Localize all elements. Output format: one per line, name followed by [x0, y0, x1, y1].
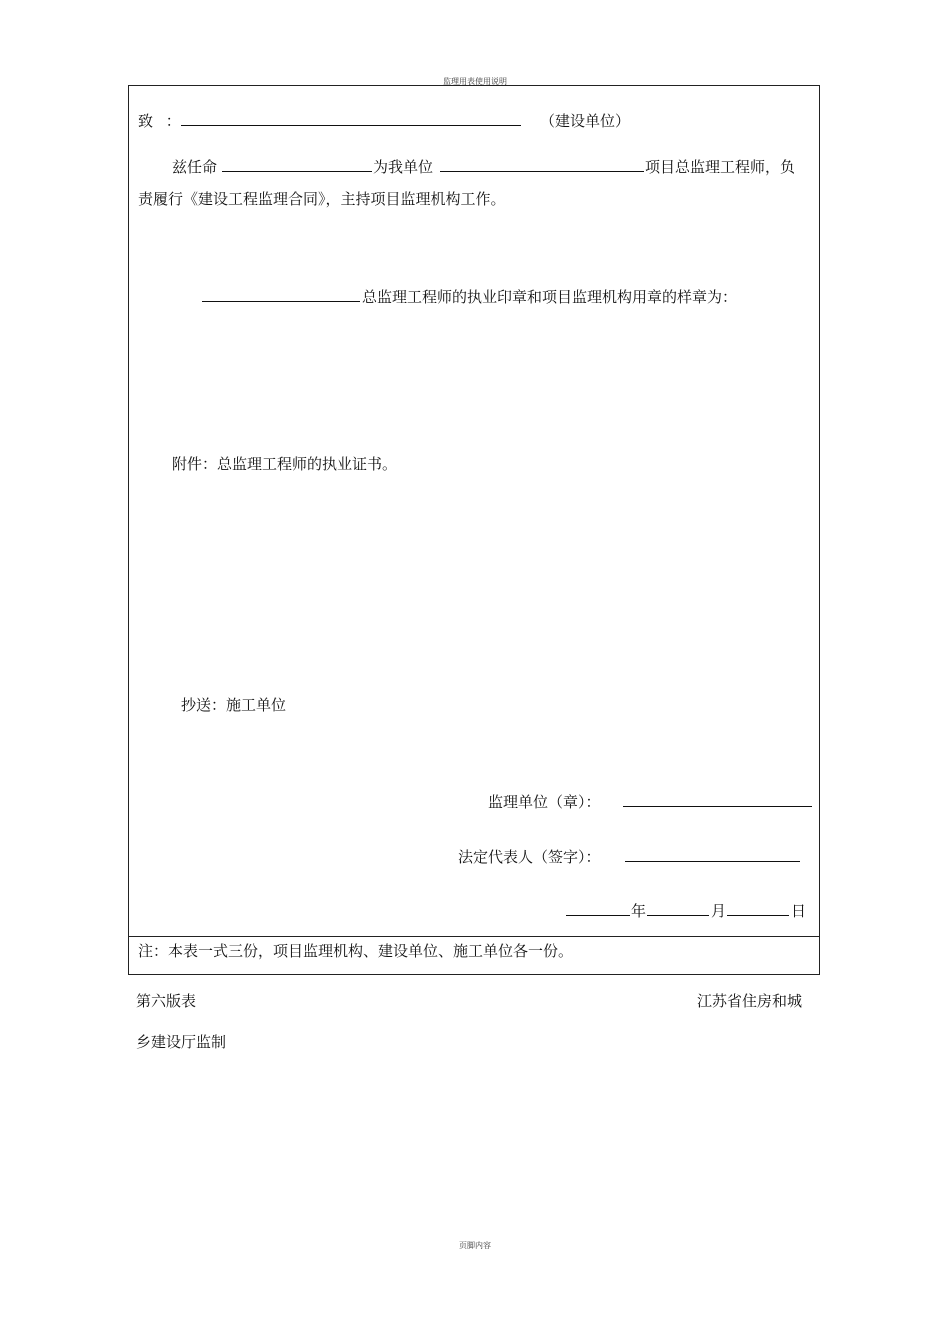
legal-rep-label: 法定代表人（签字）：: [458, 848, 601, 866]
project-name-blank[interactable]: [440, 156, 644, 172]
issuer-line1: 江苏省住房和城: [697, 992, 803, 1010]
date-day-label: 日: [791, 902, 807, 920]
appoint-suffix: 项目总监理工程师，负: [645, 158, 796, 176]
date-year-label: 年: [631, 902, 647, 920]
seal-engineer-blank[interactable]: [202, 286, 360, 302]
legal-rep-signature-blank[interactable]: [625, 846, 800, 862]
to-suffix: （建设单位）: [540, 112, 631, 130]
construction-unit-blank[interactable]: [181, 110, 521, 126]
appoint-line2: 责履行《建设工程监理合同》，主持项目监理机构工作。: [138, 190, 506, 208]
supervisor-unit-blank[interactable]: [623, 791, 812, 807]
engineer-name-blank[interactable]: [222, 156, 372, 172]
date-month-blank[interactable]: [647, 900, 709, 916]
cc-text: 抄送：施工单位: [181, 696, 287, 714]
page-footer: 页脚内容: [459, 1241, 491, 1250]
page-header: 监理用表使用说明: [443, 77, 507, 86]
date-day-blank[interactable]: [727, 900, 789, 916]
form-note: 注：本表一式三份，项目监理机构、建设单位、施工单位各一份。: [138, 942, 574, 960]
appoint-mid: 为我单位: [373, 158, 434, 176]
note-divider: [129, 936, 819, 937]
form-frame: [128, 85, 820, 975]
supervisor-unit-label: 监理单位（章）：: [488, 793, 601, 811]
to-colon: ：: [165, 112, 181, 130]
attachment-text: 附件：总监理工程师的执业证书。: [172, 455, 398, 473]
issuer-line2: 乡建设厅监制: [136, 1033, 227, 1051]
date-year-blank[interactable]: [566, 900, 630, 916]
seal-text: 总监理工程师的执业印章和项目监理机构用章的样章为：: [362, 288, 738, 306]
to-row: [138, 110, 181, 131]
date-month-label: 月: [711, 902, 727, 920]
edition-text: 第六版表: [136, 992, 197, 1010]
to-label: 致: [138, 112, 154, 130]
appoint-prefix: 兹任命: [172, 158, 218, 176]
